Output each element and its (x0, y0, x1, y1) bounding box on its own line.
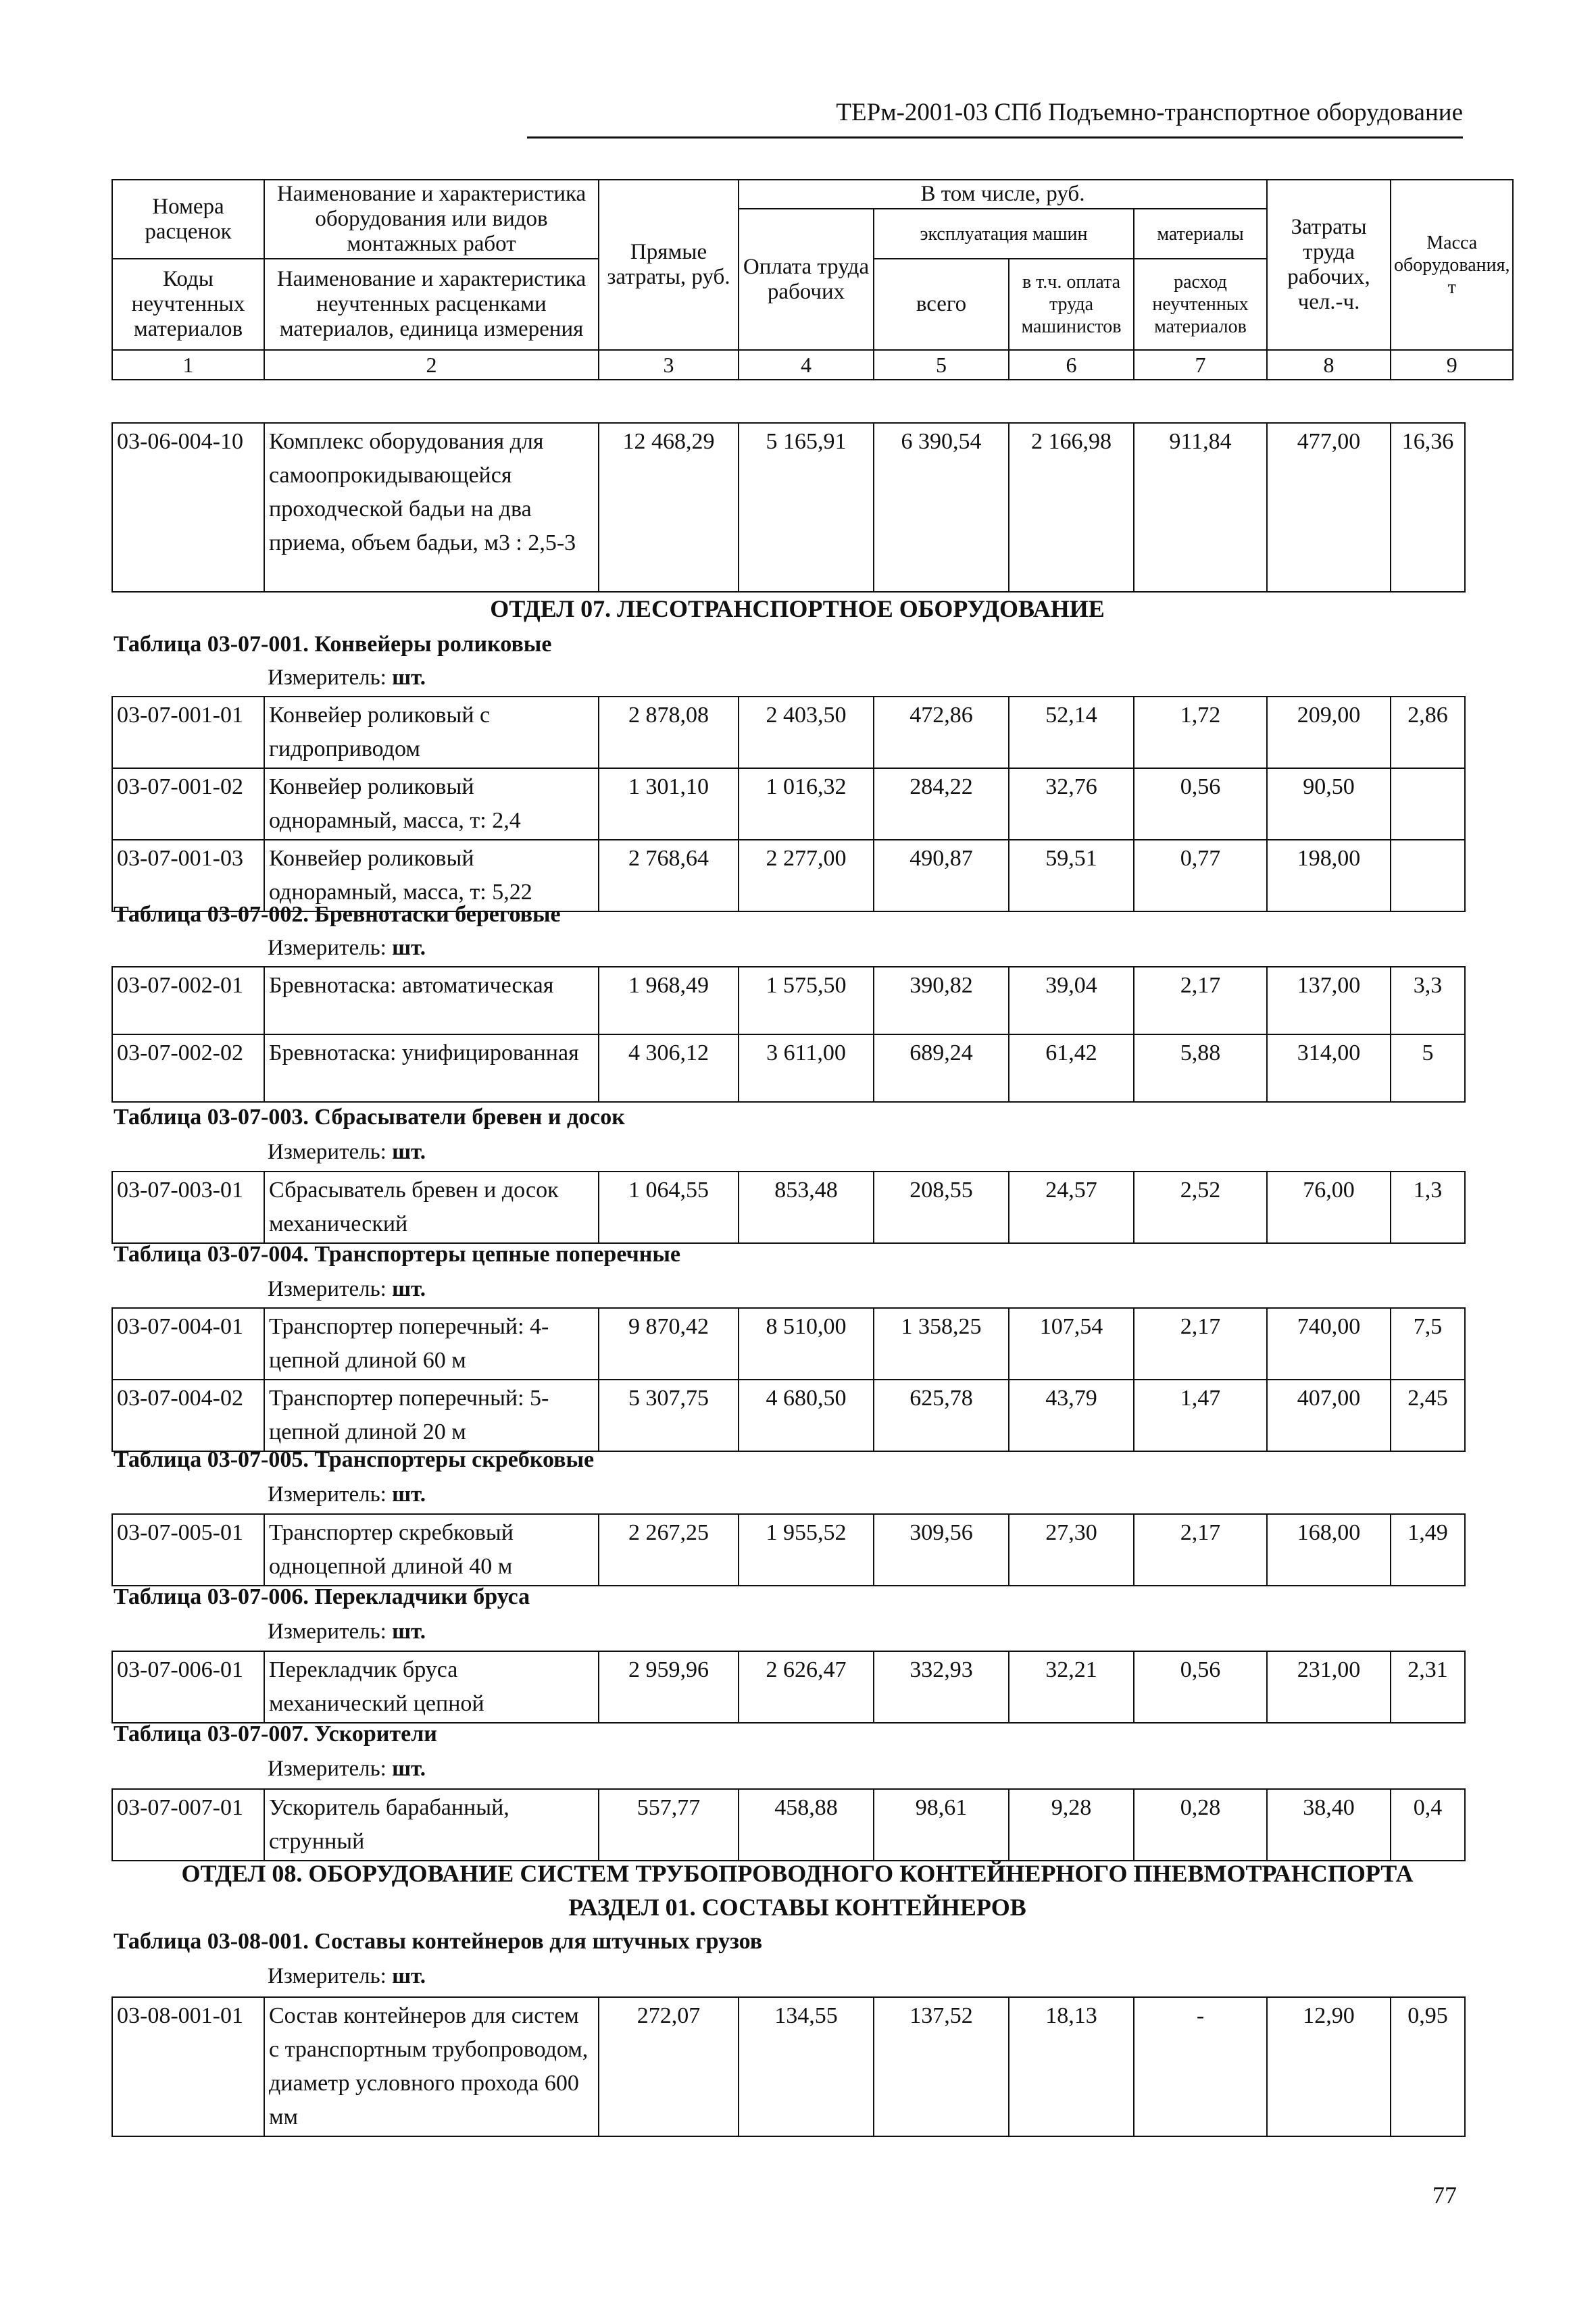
table-row (112, 1308, 1465, 1380)
price-table (111, 1307, 1466, 1452)
material-cost: 5,88 (1134, 1034, 1267, 1102)
col-num: 3 (599, 350, 739, 380)
labor-hours: 137,00 (1267, 967, 1391, 1034)
rate-code: 03-07-001-03 (112, 840, 264, 911)
item-name: Бревнотаска: автоматическая (264, 967, 599, 1034)
item-name: Транспортер поперечный: 4-цепной длиной 60 м (264, 1308, 599, 1380)
rate-code: 03-07-006-01 (112, 1651, 264, 1723)
machinist-labor: 39,04 (1009, 967, 1134, 1034)
labor-cost: 4 680,50 (739, 1380, 874, 1451)
machine-cost: 309,56 (874, 1514, 1009, 1586)
labor-hours: 407,00 (1267, 1380, 1391, 1451)
col-num: 4 (739, 350, 874, 380)
direct-cost: 5 307,75 (599, 1380, 739, 1451)
direct-cost: 272,07 (599, 1997, 739, 2136)
machine-cost: 6 390,54 (874, 423, 1009, 592)
labor-cost: 8 510,00 (739, 1308, 874, 1380)
measure-unit: Измеритель: шт. (268, 1482, 426, 1507)
col-mass-header: Масса оборудования, т (1391, 180, 1513, 350)
direct-cost: 1 301,10 (599, 768, 739, 840)
direct-cost: 12 468,29 (599, 423, 739, 592)
labor-cost: 2 626,47 (739, 1651, 874, 1723)
table-row (112, 1514, 1465, 1586)
machinist-labor: 59,51 (1009, 840, 1134, 911)
price-table (111, 1788, 1466, 1861)
col-num: 2 (264, 350, 599, 380)
machine-cost: 98,61 (874, 1789, 1009, 1861)
table-caption: Таблица 03-07-001. Конвейеры роликовые (114, 632, 552, 657)
column-header-table (111, 179, 1514, 380)
material-cost: 1,72 (1134, 697, 1267, 768)
table-row (112, 1997, 1465, 2136)
col-mat-header: расход неучтенных материалов (1134, 259, 1267, 350)
labor-cost: 1 016,32 (739, 768, 874, 840)
measure-unit: Измеритель: шт. (268, 936, 426, 960)
item-name: Транспортер скребковый одноцепной длиной 40 м (264, 1514, 599, 1586)
price-table (111, 1513, 1466, 1586)
section-heading: ОТДЕЛ 08. ОБОРУДОВАНИЕ СИСТЕМ ТРУБОПРОВОДНОГО КОНТЕЙНЕРНОГО ПНЕВМОТРАНСПОРТА (181, 1860, 1414, 1887)
material-cost: 2,17 (1134, 967, 1267, 1034)
table-caption: Таблица 03-07-002. Бревнотаски береговые (114, 902, 561, 927)
table-row (112, 1789, 1465, 1861)
table-row (112, 1380, 1465, 1451)
rate-code: 03-07-001-01 (112, 697, 264, 768)
equipment-mass: 1,3 (1391, 1172, 1465, 1243)
rate-code: 03-06-004-10 (112, 423, 264, 592)
table-caption: Таблица 03-07-004. Транспортеры цепные поперечные (114, 1242, 680, 1267)
labor-hours: 38,40 (1267, 1789, 1391, 1861)
direct-cost: 2 878,08 (599, 697, 739, 768)
item-name: Транспортер поперечный: 5-цепной длиной 20 м (264, 1380, 599, 1451)
col-name-header: Наименование и характеристика оборудования или видов монтажных работ (264, 180, 599, 259)
equipment-mass: 5 (1391, 1034, 1465, 1102)
machine-cost: 472,86 (874, 697, 1009, 768)
equipment-mass: 16,36 (1391, 423, 1465, 592)
direct-cost: 2 768,64 (599, 840, 739, 911)
machinist-labor: 24,57 (1009, 1172, 1134, 1243)
col-incl-header: В том числе, руб. (739, 180, 1267, 209)
labor-cost: 134,55 (739, 1997, 874, 2136)
col-hours-header: Затраты труда рабочих, чел.-ч. (1267, 180, 1391, 350)
machinist-labor: 2 166,98 (1009, 423, 1134, 592)
rate-code: 03-07-003-01 (112, 1172, 264, 1243)
direct-cost: 9 870,42 (599, 1308, 739, 1380)
rate-code: 03-07-001-02 (112, 768, 264, 840)
labor-hours: 231,00 (1267, 1651, 1391, 1723)
measure-unit: Измеритель: шт. (268, 1964, 426, 1988)
equipment-mass: 0,95 (1391, 1997, 1465, 2136)
equipment-mass: 7,5 (1391, 1308, 1465, 1380)
subsection-heading: РАЗДЕЛ 01. СОСТАВЫ КОНТЕЙНЕРОВ (568, 1894, 1026, 1921)
table-row (112, 1172, 1465, 1243)
table-row (112, 1651, 1465, 1723)
equipment-mass: 2,86 (1391, 697, 1465, 768)
labor-cost: 2 403,50 (739, 697, 874, 768)
machine-cost: 689,24 (874, 1034, 1009, 1102)
machine-cost: 208,55 (874, 1172, 1009, 1243)
item-name: Ускоритель барабанный, струнный (264, 1789, 599, 1861)
measure-unit: Измеритель: шт. (268, 1277, 426, 1301)
rate-code: 03-07-004-01 (112, 1308, 264, 1380)
equipment-mass (1391, 768, 1465, 840)
table-row (112, 697, 1465, 768)
machinist-labor: 18,13 (1009, 1997, 1134, 2136)
machine-cost: 1 358,25 (874, 1308, 1009, 1380)
machinist-labor: 61,42 (1009, 1034, 1134, 1102)
col-mach-labor-header: в т.ч. оплата труда машинистов (1009, 259, 1134, 350)
machine-cost: 625,78 (874, 1380, 1009, 1451)
measure-unit: Измеритель: шт. (268, 665, 426, 690)
table-caption: Таблица 03-07-006. Перекладчики бруса (114, 1584, 530, 1609)
rate-code: 03-07-005-01 (112, 1514, 264, 1586)
labor-cost: 1 955,52 (739, 1514, 874, 1586)
price-table (111, 966, 1466, 1103)
table-row (112, 1034, 1465, 1102)
rate-code: 03-08-001-01 (112, 1997, 264, 2136)
direct-cost: 2 959,96 (599, 1651, 739, 1723)
item-name: Сбрасыватель бревен и досок механический (264, 1172, 599, 1243)
labor-hours: 168,00 (1267, 1514, 1391, 1586)
price-table (111, 1996, 1466, 2137)
page-number: 77 (1432, 2182, 1457, 2209)
price-table (111, 696, 1466, 912)
equipment-mass: 3,3 (1391, 967, 1465, 1034)
rate-code: 03-07-002-02 (112, 1034, 264, 1102)
measure-unit: Измеритель: шт. (268, 1619, 426, 1644)
item-name: Комплекс оборудования для самоопрокидывающейся проходческой бадьи на два приема, объем бадьи, м3 : 2,5-3 (264, 423, 599, 592)
machinist-labor: 32,21 (1009, 1651, 1134, 1723)
price-table (111, 1171, 1466, 1244)
equipment-mass: 2,31 (1391, 1651, 1465, 1723)
labor-cost: 2 277,00 (739, 840, 874, 911)
measure-unit: Измеритель: шт. (268, 1757, 426, 1781)
direct-cost: 2 267,25 (599, 1514, 739, 1586)
direct-cost: 1 064,55 (599, 1172, 739, 1243)
price-table (111, 1651, 1466, 1724)
machinist-labor: 32,76 (1009, 768, 1134, 840)
equipment-mass: 2,45 (1391, 1380, 1465, 1451)
col-labor-header: Оплата труда рабочих (739, 209, 874, 350)
machinist-labor: 43,79 (1009, 1380, 1134, 1451)
rate-code: 03-07-004-02 (112, 1380, 264, 1451)
item-name: Состав контейнеров для систем с транспортным трубопроводом, диаметр условного прохода 600 мм (264, 1997, 599, 2136)
col-machines-header: эксплуатация машин (874, 209, 1134, 259)
col-mach-total-header: всего (874, 259, 1009, 350)
table-row (112, 423, 1465, 592)
col-name-sub-header: Наименование и характеристика неучтенных расценками материалов, единица измерения (264, 259, 599, 350)
direct-cost: 557,77 (599, 1789, 739, 1861)
material-cost: 2,17 (1134, 1308, 1267, 1380)
material-cost: 1,47 (1134, 1380, 1267, 1451)
table-row (112, 768, 1465, 840)
direct-cost: 1 968,49 (599, 967, 739, 1034)
item-name: Конвейер роликовый однорамный, масса, т: 2,4 (264, 768, 599, 840)
col-num: 6 (1009, 350, 1134, 380)
machinist-labor: 52,14 (1009, 697, 1134, 768)
col-direct-header: Прямые затраты, руб. (599, 180, 739, 350)
rate-code: 03-07-002-01 (112, 967, 264, 1034)
running-header: ТЕРм-2001-03 СПб Подъемно-транспортное оборудование (527, 98, 1463, 139)
material-cost: 0,56 (1134, 768, 1267, 840)
material-cost: - (1134, 1997, 1267, 2136)
material-cost: 0,56 (1134, 1651, 1267, 1723)
col-num: 9 (1391, 350, 1513, 380)
item-name: Бревнотаска: унифицированная (264, 1034, 599, 1102)
price-table (111, 422, 1466, 593)
machine-cost: 490,87 (874, 840, 1009, 911)
item-name: Конвейер роликовый однорамный, масса, т: 5,22 (264, 840, 599, 911)
labor-hours: 12,90 (1267, 1997, 1391, 2136)
measure-unit: Измеритель: шт. (268, 1140, 426, 1164)
machine-cost: 284,22 (874, 768, 1009, 840)
machine-cost: 332,93 (874, 1651, 1009, 1723)
labor-cost: 1 575,50 (739, 967, 874, 1034)
equipment-mass (1391, 840, 1465, 911)
section-heading: ОТДЕЛ 07. ЛЕСОТРАНСПОРТНОЕ ОБОРУДОВАНИЕ (490, 595, 1105, 622)
material-cost: 0,77 (1134, 840, 1267, 911)
col-num: 8 (1267, 350, 1391, 380)
machine-cost: 390,82 (874, 967, 1009, 1034)
labor-hours: 198,00 (1267, 840, 1391, 911)
col-num: 1 (112, 350, 264, 380)
labor-hours: 209,00 (1267, 697, 1391, 768)
material-cost: 2,17 (1134, 1514, 1267, 1586)
table-row (112, 840, 1465, 911)
table-caption: Таблица 03-07-005. Транспортеры скребковые (114, 1447, 595, 1472)
labor-hours: 740,00 (1267, 1308, 1391, 1380)
col-code-sub-header: Коды неучтенных материалов (112, 259, 264, 350)
table-caption: Таблица 03-07-007. Ускорители (114, 1721, 437, 1746)
material-cost: 2,52 (1134, 1172, 1267, 1243)
machinist-labor: 107,54 (1009, 1308, 1134, 1380)
machine-cost: 137,52 (874, 1997, 1009, 2136)
equipment-mass: 0,4 (1391, 1789, 1465, 1861)
labor-hours: 76,00 (1267, 1172, 1391, 1243)
labor-hours: 477,00 (1267, 423, 1391, 592)
rate-code: 03-07-007-01 (112, 1789, 264, 1861)
table-caption: Таблица 03-08-001. Составы контейнеров для штучных грузов (114, 1929, 763, 1954)
col-materials-header: материалы (1134, 209, 1267, 259)
direct-cost: 4 306,12 (599, 1034, 739, 1102)
equipment-mass: 1,49 (1391, 1514, 1465, 1586)
col-code-header: Номера расценок (112, 180, 264, 259)
labor-hours: 314,00 (1267, 1034, 1391, 1102)
table-caption: Таблица 03-07-003. Сбрасыватели бревен и досок (114, 1105, 625, 1130)
labor-hours: 90,50 (1267, 768, 1391, 840)
machinist-labor: 9,28 (1009, 1789, 1134, 1861)
item-name: Перекладчик бруса механический цепной (264, 1651, 599, 1723)
material-cost: 911,84 (1134, 423, 1267, 592)
labor-cost: 458,88 (739, 1789, 874, 1861)
item-name: Конвейер роликовый с гидроприводом (264, 697, 599, 768)
col-num: 5 (874, 350, 1009, 380)
labor-cost: 5 165,91 (739, 423, 874, 592)
labor-cost: 3 611,00 (739, 1034, 874, 1102)
machinist-labor: 27,30 (1009, 1514, 1134, 1586)
col-num: 7 (1134, 350, 1267, 380)
labor-cost: 853,48 (739, 1172, 874, 1243)
material-cost: 0,28 (1134, 1789, 1267, 1861)
table-row (112, 967, 1465, 1034)
